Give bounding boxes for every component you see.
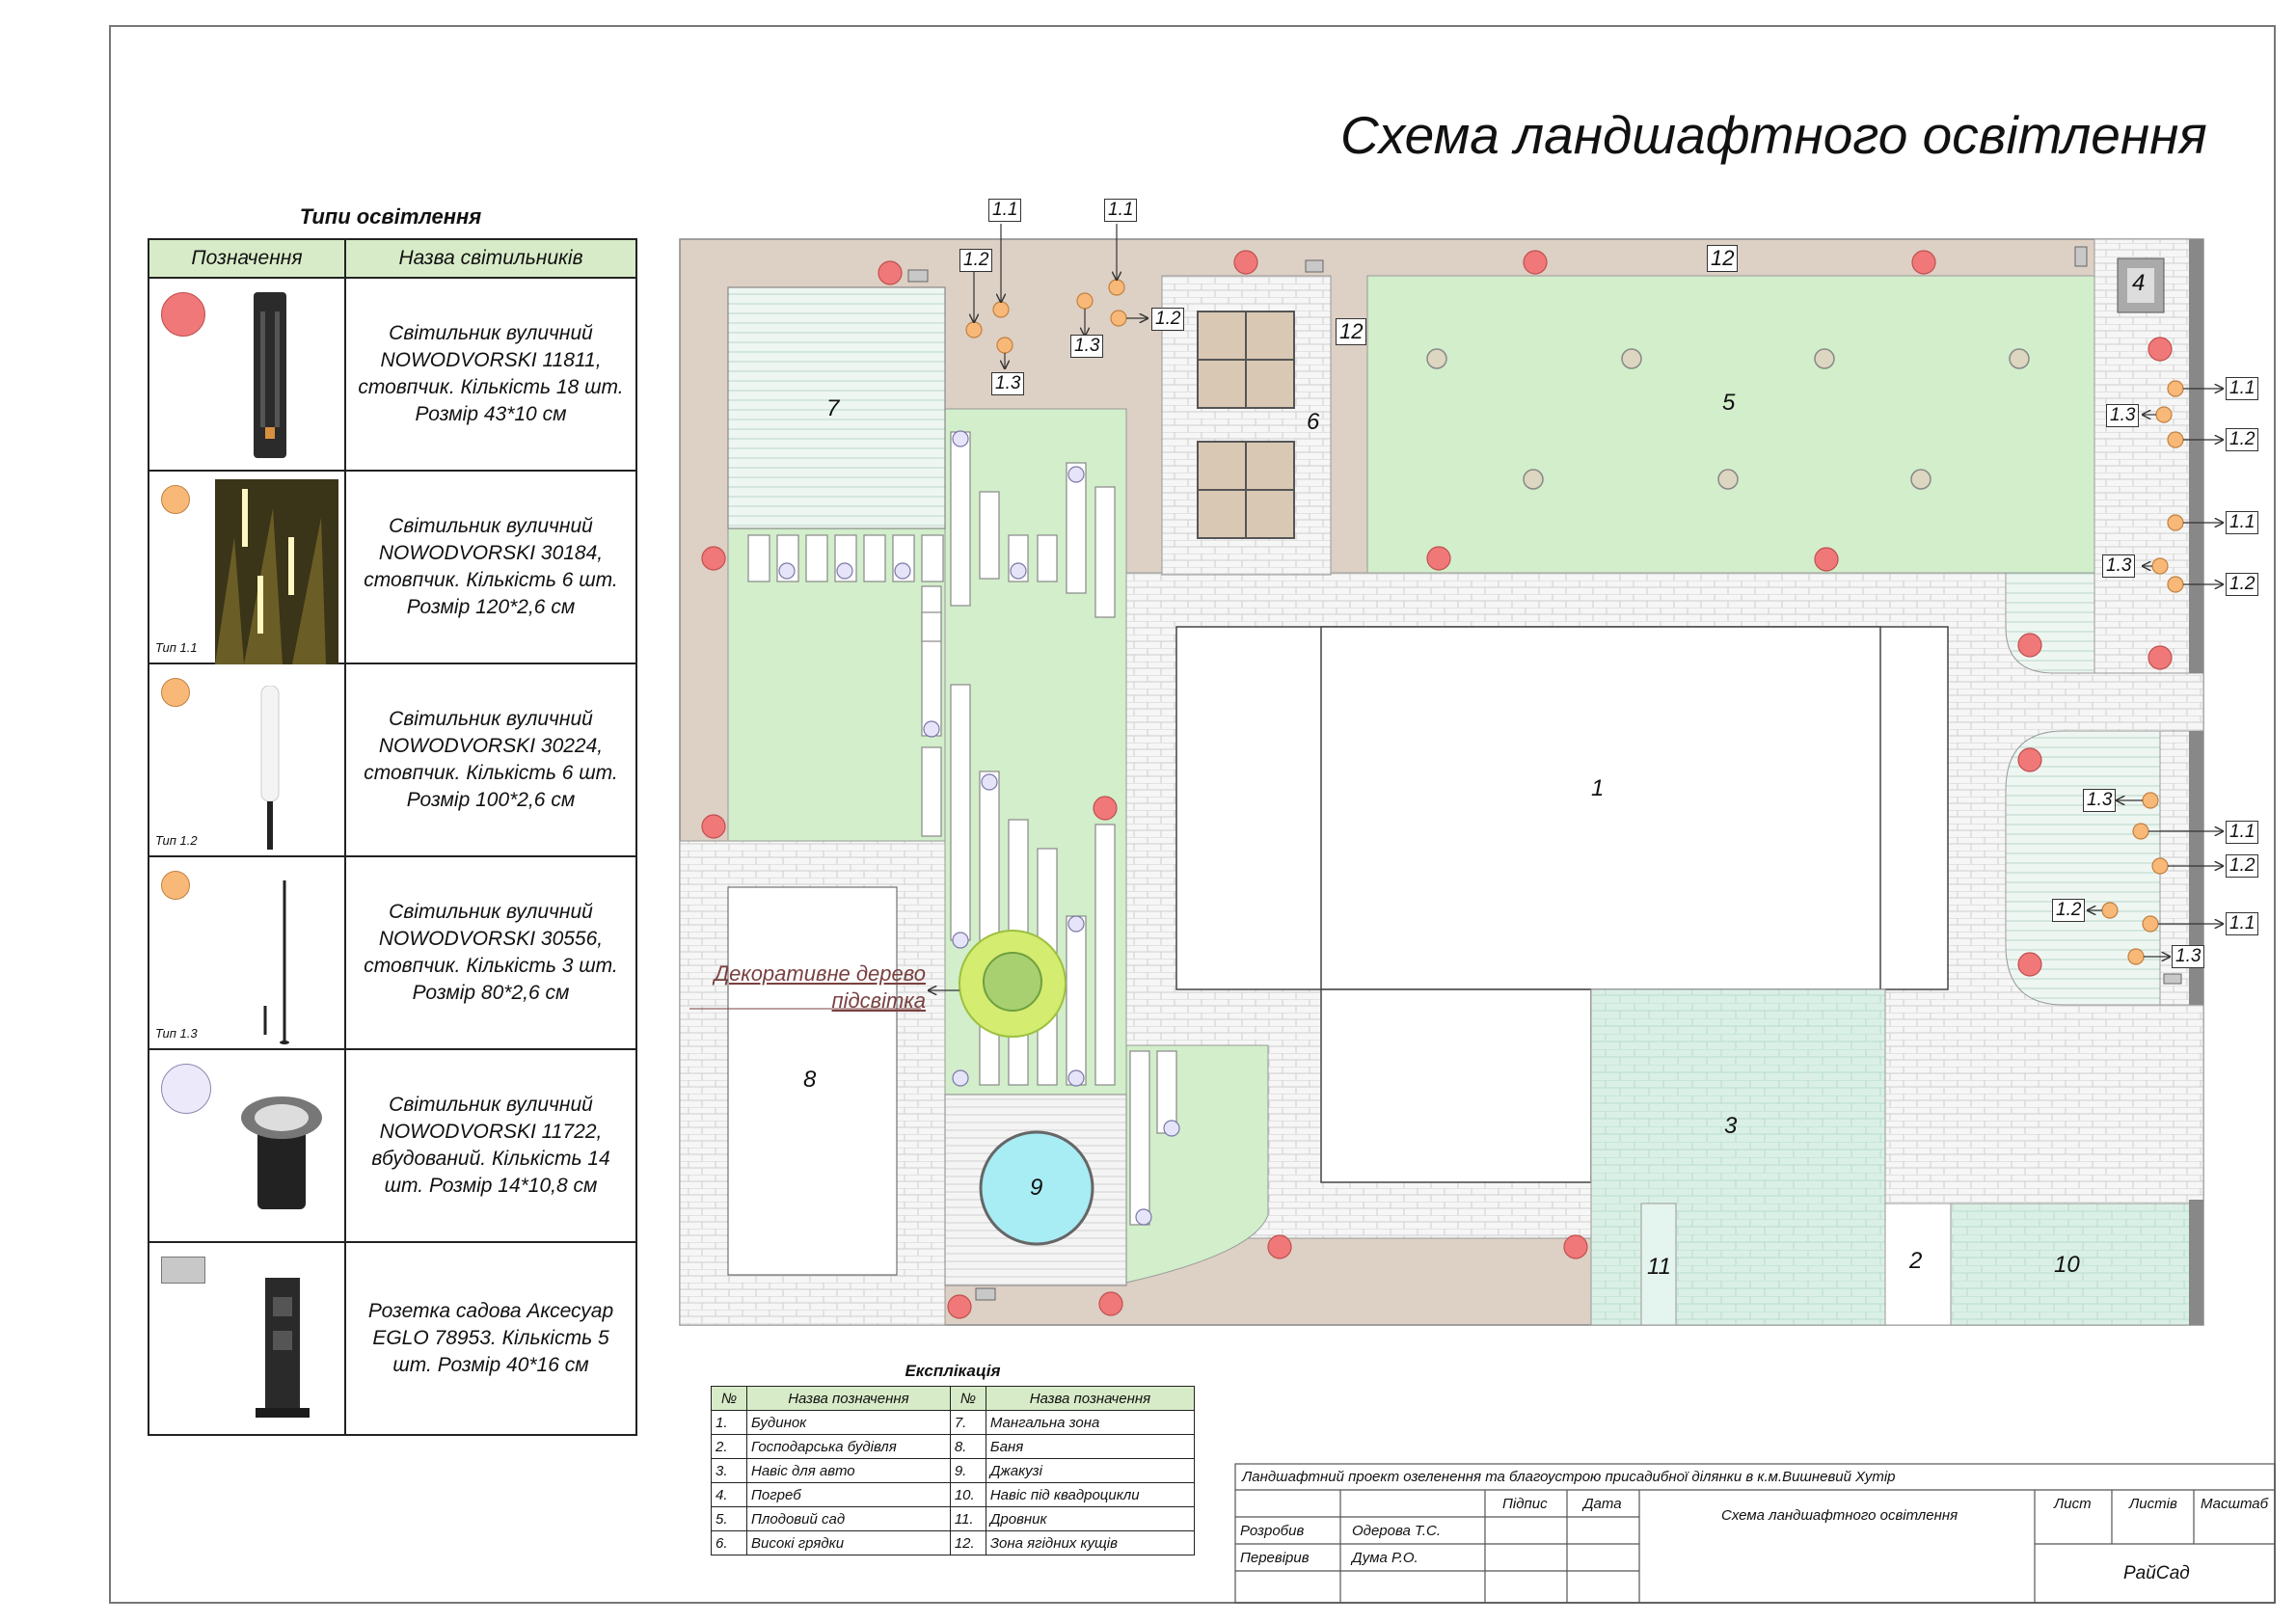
type-tag: 1.3: [2083, 789, 2116, 812]
expl-num: 12.: [950, 1531, 986, 1555]
legend-item-name: Світильник вуличний NOWODVORSKI 11722, вбудований. Кількість 14 шт. Розмір 14*10,8 см: [345, 1049, 636, 1242]
stamp-date: Дата: [1583, 1496, 1622, 1512]
utility-building: [1885, 1204, 1951, 1325]
zone-label: 12: [1707, 245, 1738, 272]
drawing-title: Схема ландшафтного освітлення: [1340, 105, 2207, 165]
type-tag: 1.3: [2172, 945, 2204, 968]
expl-name: Навіс під квадроцикли: [986, 1483, 1194, 1507]
type-tag: 1.1: [988, 199, 1021, 222]
zone-label: 7: [826, 395, 840, 421]
tree-label-line1: Декоративне дерево: [714, 961, 926, 986]
zone-label: 2: [1909, 1248, 1923, 1274]
type-tag: 1.2: [2226, 573, 2258, 596]
expl-num: 7.: [950, 1411, 986, 1435]
type-tag: 1.1: [1104, 199, 1137, 222]
expl-num: 8.: [950, 1435, 986, 1459]
expl-name: Баня: [986, 1435, 1194, 1459]
expl-name: Господарська будівля: [747, 1435, 951, 1459]
type-tag: 1.1: [2226, 511, 2258, 534]
quad-shelter: [1951, 1204, 2203, 1325]
zone-label: 11: [1647, 1254, 1671, 1280]
legend-title: Типи освітлення: [299, 204, 482, 229]
explication-title: Експлікація: [905, 1362, 1001, 1380]
type-tag: 1.2: [2226, 428, 2258, 451]
expl-name: Зона ягідних кущів: [986, 1531, 1194, 1555]
type-tag: 1.3: [2102, 555, 2135, 578]
legend-item-name: Світильник вуличний NOWODVORSKI 30556, стовпчик. Кількість 3 шт. Розмір 80*2,6 см: [345, 856, 636, 1049]
stamp-project: Ландшафтний проект озеленення та благоустрою присадибної ділянки в к.м.Вишневий Хутір: [1242, 1469, 1896, 1485]
explication-header-num: №: [950, 1387, 986, 1411]
type-tag: 1.2: [2226, 854, 2258, 878]
expl-num: 10.: [950, 1483, 986, 1507]
expl-num: 6.: [712, 1531, 747, 1555]
type-tag: 1.2: [2052, 899, 2085, 922]
carport: [1591, 989, 1885, 1325]
decorative-tree: [959, 931, 1066, 1037]
expl-name: Дровник: [986, 1507, 1194, 1531]
zone-label: 5: [1722, 390, 1736, 416]
expl-name: Погреб: [747, 1483, 951, 1507]
title-block: [1234, 1463, 2276, 1604]
legend-type-label: Тип 1.1: [155, 640, 198, 655]
expl-num: 9.: [950, 1459, 986, 1483]
expl-num: 3.: [712, 1459, 747, 1483]
type-tag: 1.2: [1151, 308, 1184, 331]
expl-name: Мангальна зона: [986, 1411, 1194, 1435]
legend-item-name: Світильник вуличний NOWODVORSKI 30224, стовпчик. Кількість 6 шт. Розмір 100*2,6 см: [345, 663, 636, 856]
type-tag: 1.1: [2226, 377, 2258, 400]
stamp-developed: Розробив: [1240, 1523, 1305, 1539]
explication-table: [711, 1386, 1195, 1555]
stamp-sheet-title: Схема ландшафтного освітлення: [1721, 1507, 1958, 1524]
stamp-checked: Перевірив: [1240, 1550, 1310, 1566]
expl-num: 4.: [712, 1483, 747, 1507]
stamp-signature: Підпис: [1502, 1496, 1548, 1512]
stamp-sheets: Листів: [2129, 1496, 2177, 1512]
explication-header-name: Назва позначення: [986, 1387, 1194, 1411]
explication-header-num: №: [712, 1387, 747, 1411]
stamp-scale: Масштаб: [2201, 1496, 2269, 1512]
legend-header-name: Назва світильників: [345, 239, 636, 278]
type-tag: 1.3: [1070, 335, 1103, 358]
expl-num: 5.: [712, 1507, 747, 1531]
type-tag: 1.1: [2226, 912, 2258, 935]
legend-item-name: Світильник вуличний NOWODVORSKI 11811, стовпчик. Кількість 18 шт. Розмір 43*10 см: [345, 278, 636, 471]
zone-label: 4: [2132, 270, 2146, 296]
expl-num: 11.: [950, 1507, 986, 1531]
woodshed: [1641, 1204, 1676, 1325]
expl-name: Плодовий сад: [747, 1507, 951, 1531]
zone-label: 1: [1591, 775, 1605, 801]
stamp-developer: Одерова Т.С.: [1352, 1523, 1441, 1539]
legend-header-symbol: Позначення: [149, 239, 345, 278]
stamp-sheet: Лист: [2054, 1496, 2092, 1512]
orchard-lawn: [1367, 276, 2094, 573]
type-tag: 1.3: [991, 372, 1024, 395]
expl-num: 2.: [712, 1435, 747, 1459]
sauna-building: [728, 887, 897, 1275]
legend-type-label: Тип 1.2: [155, 833, 198, 848]
explication-header-name: Назва позначення: [747, 1387, 951, 1411]
zone-label: 8: [803, 1067, 817, 1093]
zone-label: 9: [1030, 1175, 1043, 1201]
legend-type-label: Тип 1.3: [155, 1026, 198, 1041]
type-tag: 1.3: [2106, 404, 2139, 427]
grill-zone: [728, 287, 945, 528]
expl-name: Джакузі: [986, 1459, 1194, 1483]
expl-name: Будинок: [747, 1411, 951, 1435]
stamp-checker: Дума Р.О.: [1352, 1550, 1418, 1566]
expl-name: Навіс для авто: [747, 1459, 951, 1483]
type-tag: 1.2: [959, 249, 992, 272]
legend-item-name: Розетка садова Аксесуар EGLO 78953. Кількість 5 шт. Розмір 40*16 см: [345, 1242, 636, 1435]
paving-area: [2006, 573, 2094, 673]
expl-name: Високі грядки: [747, 1531, 951, 1555]
stamp-company: РайСад: [2123, 1563, 2190, 1583]
legend-item-name: Світильник вуличний NOWODVORSKI 30184, стовпчик. Кількість 6 шт. Розмір 120*2,6 см: [345, 471, 636, 663]
zone-label: 3: [1724, 1113, 1738, 1139]
zone-label: 6: [1307, 409, 1320, 435]
expl-num: 1.: [712, 1411, 747, 1435]
type-tag: 1.1: [2226, 821, 2258, 844]
zone-label: 12: [1336, 318, 1366, 345]
tree-label-line2: підсвітка: [831, 988, 926, 1013]
zone-label: 10: [2054, 1252, 2080, 1278]
jacuzzi: [981, 1132, 1093, 1244]
